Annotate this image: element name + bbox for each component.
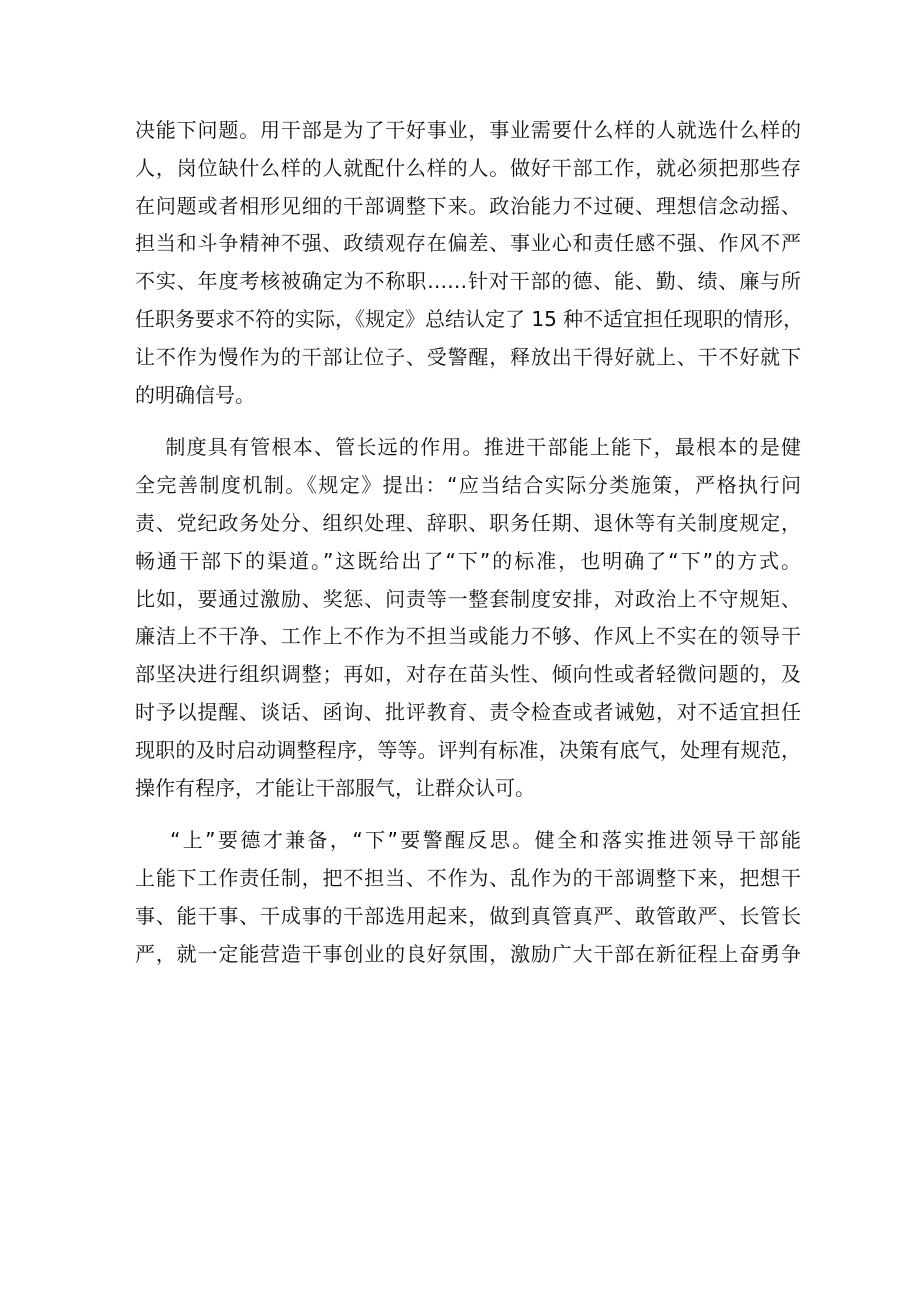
text-line: 任职务要求不符的实际，《规定》总结认定了 15 种不适宜担任现职的情形， <box>135 306 804 331</box>
text-line: 严，就一定能营造干事创业的良好氛围，激励广大干部在新征程上奋勇争 <box>135 941 801 966</box>
text-line: 责、党纪政务处分、组织处理、辞职、职务任期、退休等有关制度规定， <box>135 510 801 535</box>
text-line: 在问题或者相形见细的干部调整下来。政治能力不过硬、理想信念动摇、 <box>135 193 801 218</box>
paragraph-2 <box>135 429 801 807</box>
text-line: 制度具有管根本、管长远的作用。推进干部能上能下，最根本的是健 <box>135 435 801 460</box>
text-line: 现职的及时启动调整程序，等等。评判有标准，决策有底气，处理有规范， <box>135 737 801 762</box>
text-line: 畅通干部下的渠道。”这既给出了“下”的标准，也明确了“下”的方式。 <box>135 548 801 573</box>
text-line: 时予以提醒、谈话、函询、批评教育、责令检查或者诫勉，对不适宜担任 <box>135 699 801 724</box>
text-line: 部坚决进行组织调整；再如，对存在苗头性、倾向性或者轻微问题的，及 <box>135 662 801 687</box>
text-line: 事、能干事、干成事的干部选用起来，做到真管真严、敢管敢严、长管长 <box>135 903 801 928</box>
text-line: 上能下工作责任制，把不担当、不作为、乱作为的干部调整下来，把想干 <box>135 866 801 891</box>
text-line: 让不作为慢作为的干部让位子、受警醒，释放出干得好就上、干不好就下 <box>135 344 801 369</box>
document-body <box>135 112 804 974</box>
text-line: 操作有程序，才能让干部服气，让群众认可。 <box>135 775 535 800</box>
text-line: 人，岗位缺什么样的人就配什么样的人。做好干部工作，就必须把那些存 <box>135 155 801 180</box>
text-line: 不实、年度考核被确定为不称职……针对干部的德、能、勤、绩、廉与所 <box>135 269 801 294</box>
text-line: 决能下问题。用干部是为了干好事业，事业需要什么样的人就选什么样的 <box>135 118 801 142</box>
paragraph-1 <box>135 112 804 414</box>
paragraph-3 <box>135 822 801 973</box>
text-line: 的明确信号。 <box>135 382 255 407</box>
text-line: 廉洁上不干净、工作上不作为不担当或能力不够、作风上不实在的领导干 <box>135 624 801 649</box>
text-line: “上”要德才兼备，“下”要警醒反思。健全和落实推进领导干部能 <box>135 828 801 853</box>
text-line: 比如，要通过激励、奖惩、问责等一整套制度安排，对政治上不守规矩、 <box>135 586 801 611</box>
text-line: 担当和斗争精神不强、政绩观存在偏差、事业心和责任感不强、作风不严 <box>135 231 801 256</box>
text-line: 全完善制度机制。《规定》提出：“应当结合实际分类施策，严格执行问 <box>135 473 801 498</box>
